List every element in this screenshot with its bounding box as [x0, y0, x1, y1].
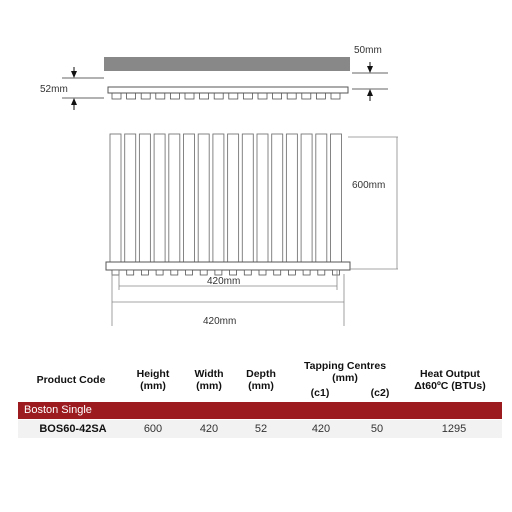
- header-heat-label: Heat Output: [419, 368, 481, 380]
- front-column: [242, 134, 253, 262]
- front-foot: [274, 270, 281, 275]
- front-foot: [186, 270, 193, 275]
- front-foot: [156, 270, 163, 275]
- front-column: [213, 134, 224, 262]
- header-width-unit: (mm): [196, 380, 222, 392]
- front-column: [125, 134, 136, 262]
- front-column: [169, 134, 180, 262]
- front-column: [154, 134, 165, 262]
- front-foot: [230, 270, 237, 275]
- dim-420-inner-label: 420mm: [207, 276, 241, 287]
- front-view-feet: [112, 270, 340, 275]
- dim-600-label: 600mm: [352, 180, 386, 191]
- front-column: [316, 134, 327, 262]
- header-height-label: Height: [136, 368, 170, 380]
- header-height-unit: (mm): [140, 380, 166, 392]
- section-label: Boston Single: [24, 404, 92, 416]
- front-foot: [333, 270, 340, 275]
- front-column: [257, 134, 268, 262]
- header-c1: (c1): [310, 387, 330, 399]
- header-width-label: Width: [194, 368, 224, 380]
- front-column: [272, 134, 283, 262]
- front-view-bottom-bar: [106, 262, 350, 270]
- section-band: [18, 402, 502, 419]
- front-foot: [215, 270, 222, 275]
- front-foot: [244, 270, 251, 275]
- dim-420-outer-label: 420mm: [203, 316, 237, 327]
- front-foot: [318, 270, 325, 275]
- front-foot: [200, 270, 207, 275]
- header-depth: [236, 368, 286, 392]
- plan-view-bar: [108, 87, 348, 93]
- header-height: [128, 368, 178, 392]
- header-width: [184, 368, 234, 392]
- header-product-code: Product Code: [36, 374, 106, 386]
- header-depth-unit: (mm): [248, 380, 274, 392]
- header-heat-output: [400, 368, 500, 392]
- header-tapping-unit: (mm): [332, 372, 358, 384]
- front-column: [228, 134, 239, 262]
- front-column: [184, 134, 195, 262]
- header-heat-unit: Δt60ºC (BTUs): [414, 380, 486, 392]
- dim-50-arrow-up: [367, 66, 373, 73]
- front-foot: [259, 270, 266, 275]
- cell-c1: 420: [311, 423, 331, 435]
- front-column: [286, 134, 297, 262]
- dim-50-label: 50mm: [354, 45, 382, 56]
- front-foot: [141, 270, 148, 275]
- table-row: [18, 420, 502, 438]
- cell-width: 420: [199, 423, 219, 435]
- dim-52-arrow-up: [71, 98, 77, 105]
- front-foot: [303, 270, 310, 275]
- header-tapping-label: Tapping Centres: [303, 360, 387, 372]
- cell-c2: 50: [370, 423, 384, 435]
- front-foot: [127, 270, 134, 275]
- cell-depth: 52: [254, 423, 268, 435]
- header-depth-label: Depth: [246, 368, 276, 380]
- header-c2: (c2): [370, 387, 390, 399]
- dim-52-label: 52mm: [40, 84, 68, 95]
- dim-52-arrow-down: [71, 71, 77, 78]
- cell-product-code: BOS60-42SA: [39, 423, 107, 435]
- top-view-panel: [104, 57, 350, 71]
- front-column: [301, 134, 312, 262]
- cell-height: 600: [143, 423, 163, 435]
- front-view-columns: [110, 134, 342, 262]
- dim-50-arrow-down: [367, 89, 373, 96]
- front-foot: [112, 270, 119, 275]
- front-column: [139, 134, 150, 262]
- cell-heat: 1295: [441, 423, 467, 435]
- front-foot: [171, 270, 178, 275]
- front-column: [110, 134, 121, 262]
- front-column: [198, 134, 209, 262]
- front-column: [331, 134, 342, 262]
- front-foot: [288, 270, 295, 275]
- product-spec-table: [0, 356, 512, 446]
- header-tapping: [292, 360, 398, 384]
